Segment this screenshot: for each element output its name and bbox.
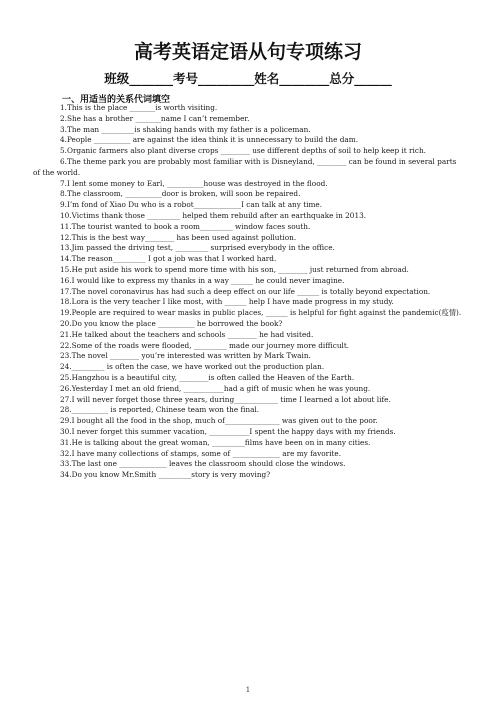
- page-number: 1: [245, 686, 251, 694]
- question-item: 8.The classroom, __________door is broken, will soon be repaired.: [60, 189, 301, 199]
- question-item: 17.The novel coronavirus has had such a deep effect on our life ______ is totally beyond expectation.: [60, 286, 431, 296]
- question-list: [33, 103, 463, 481]
- question-item: 14.The reason_________ I got a job was that I worked hard.: [60, 254, 277, 264]
- question-item: 24._________ is often the case, we have worked out the production plan.: [60, 362, 325, 372]
- document-title: 高考英语定语从句专项练习: [133, 41, 362, 63]
- question-item: 32.I have many collections of stamps, some of _____________ are my favorite.: [60, 448, 342, 458]
- question-item: 7.I lent some money to Earl, __________house was destroyed in the flood.: [60, 178, 328, 188]
- question-item: 23.The novel ________ you’re interested was written by Mark Twain.: [60, 351, 311, 361]
- question-item: 13.Jim passed the driving test, _________ surprised everybody in the office.: [60, 243, 335, 253]
- question-item: 3.The man _________is shaking hands with my father is a policeman.: [60, 124, 311, 134]
- question-item: 12.This is the best way________ has been used against pollution.: [60, 232, 297, 242]
- question-item: 6.The theme park you are probably most familiar with is Disneyland, ________ can be found in several parts of the world.: [33, 156, 457, 177]
- question-item: 4.People __________ are against the idea think it is unnecessary to build the dam.: [60, 135, 359, 145]
- question-item: 16.I would like to express my thanks in a way ______ he could never imagine.: [60, 275, 345, 285]
- question-item: 22.Some of the roads were flooded, _________ made our journey more difficult.: [60, 340, 350, 350]
- question-item: 18.Lora is the very teacher I like most, with ______ help I have made progress in my study.: [60, 297, 394, 307]
- question-item: 11.The tourist wanted to book a room_________ window faces south.: [60, 221, 311, 231]
- question-item: 29.I bought all the food in the shop, much of_______________ was given out to the poor.: [60, 416, 378, 426]
- question-item: 30.I never forget this summer vacation, ___________I spent the happy days with my friends.: [60, 426, 396, 436]
- question-item: 5.Organic farmers also plant diverse crops ________ use different depths of soil to help keep it rich.: [60, 146, 426, 156]
- question-item: 19.People are required to wear masks in public places, ______ is helpful for fight against the pandemic(疫情).: [60, 308, 462, 318]
- question-item: 1.This is the place _______is worth visiting.: [60, 103, 218, 112]
- student-info-line: 班级_______考号_________姓名________总分______: [104, 71, 392, 86]
- question-item: 26.Yesterday I met an old friend, ___________had a gift of music when he was young.: [60, 383, 371, 393]
- section-title: 一、用适当的关系代词填空: [62, 95, 171, 105]
- question-item: 34.Do you know Mr.Smith _________story is very moving?: [60, 470, 271, 480]
- question-item: 27.I will never forget those three years, during____________ time I learned a lot about life.: [60, 394, 391, 404]
- question-item: 20.Do you know the place __________ he borrowed the book?: [60, 318, 283, 328]
- question-item: 33.The last one _____________ leaves the classroom should close the windows.: [60, 459, 346, 469]
- question-item: 2.She has a brother _______name I can’t remember.: [60, 113, 250, 123]
- question-item: 15.He put aside his work to spend more time with his son, ________ just returned from abroad.: [60, 264, 409, 274]
- question-item: 21.He talked about the teachers and schools ________ he had visited.: [60, 329, 314, 339]
- question-item: 9.I’m fond of Xiao Du who is a robot_____________I can talk at any time.: [60, 200, 323, 210]
- question-item: 25.Hangzhou is a beautiful city, ________is often called the Heaven of the Earth.: [60, 372, 355, 382]
- question-item: 28.__________ is reported, Chinese team won the final.: [60, 405, 260, 415]
- question-item: 31.He is talking about the great woman, _________films have been on in many cities.: [60, 437, 371, 447]
- question-item: 10.Victims thank those _________ helped them rebuild after an earthquake in 2013.: [60, 210, 367, 220]
